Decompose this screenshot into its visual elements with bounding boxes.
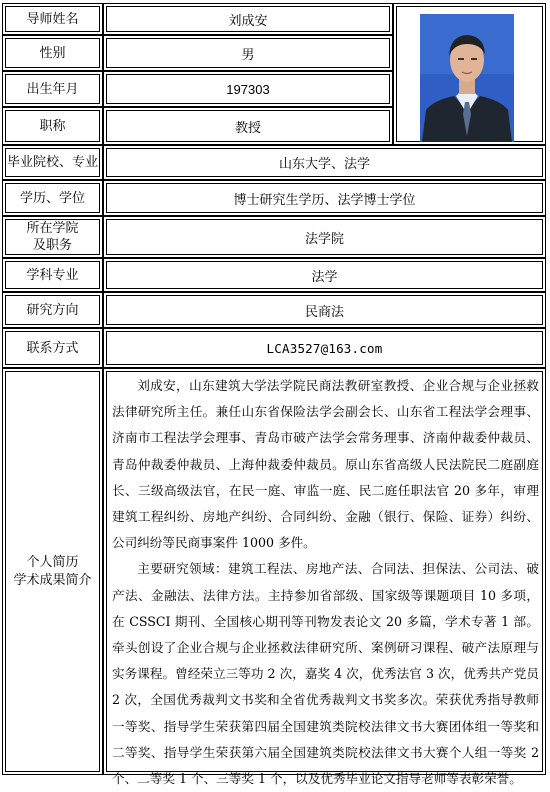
- research-label: 研究方向: [2, 292, 103, 328]
- college-label-line1: 所在学院: [26, 221, 79, 236]
- birth-label: 出生年月: [2, 71, 103, 107]
- bio-text: [103, 368, 546, 787]
- bio-label-line1: 个人简历: [26, 554, 79, 570]
- research-value: 民商法: [103, 292, 546, 328]
- birth-value: 197303: [103, 71, 393, 107]
- photo-cell: [393, 3, 546, 145]
- name-value: 刘成安: [103, 3, 393, 35]
- title-value: 教授: [103, 107, 393, 145]
- degree-value: 博士研究生学历、法学博士学位: [103, 180, 546, 216]
- bio-paragraph-1: 刘成安，山东建筑大学法学院民商法教研室教授、企业合规与企业拯救法律研究所主任。兼任山东省保险法学会副会长、山东省工程法学会理事、济南市工程法学会理事、青岛市破产法学会常务理事、济南仲裁委仲裁员、青岛仲裁委仲裁员、上海仲裁委仲裁员。原山东省高级人民法院民二庭副庭长、三级高级法官，在民一庭、审监一庭、民二庭任职法官 20 多年，审理建筑工程纠纷、房地产纠纷、合同纠纷、金融（银行、保险、证券）纠纷、公司纠纷等民商事案件 1000 多件。: [112, 378, 539, 551]
- school-value: 山东大学、法学: [103, 145, 546, 180]
- portrait-photo: [420, 14, 514, 142]
- contact-label: 联系方式: [2, 328, 103, 368]
- major-label: 学科专业: [2, 258, 103, 292]
- school-label: 毕业院校、专业: [2, 145, 103, 180]
- bio-label-line2: 学术成果简介: [13, 572, 92, 588]
- gender-label: 性别: [2, 35, 103, 71]
- contact-value[interactable]: LCA3527@163.com: [103, 328, 546, 368]
- name-label: 导师姓名: [2, 3, 103, 35]
- college-label: [2, 216, 103, 258]
- bio-label: [2, 368, 103, 775]
- gender-value: 男: [103, 35, 393, 71]
- major-value: 法学: [103, 258, 546, 292]
- college-label-line2: 及职务: [32, 238, 72, 253]
- title-label: 职称: [2, 107, 103, 145]
- college-value: 法学院: [103, 216, 546, 258]
- degree-label: 学历、学位: [2, 180, 103, 216]
- bio-paragraph-2: 主要研究领域：建筑工程法、房地产法、合同法、担保法、公司法、破产法、金融法、法律方法。主持参加省部级、国家级等课题项目 10 多项，在 CSSCI 期刊、全国核心期刊等刊物发表论文 20 多篇，学术专著 1 部。牵头创设了企业合规与企业拯救法律研究所、案例研习课程、破产法原理与实务课程。曾经荣立三等功 2 次，嘉奖 4 次，优秀法官 3 次，优秀共产党员 2 次，全国优秀裁判文书奖和全省优秀裁判文书奖多次。荣获优秀指导教师一等奖、指导学生荣获第四届全国建筑类院校法律文书大赛团体组一等奖和二等奖、指导学生荣获第六届全国建筑类院校法律文书大赛个人组一等奖 2 个、二等奖 1 个、三等奖 1 个，以及优秀毕业论文指导老师等表彰荣誉。: [112, 561, 539, 787]
